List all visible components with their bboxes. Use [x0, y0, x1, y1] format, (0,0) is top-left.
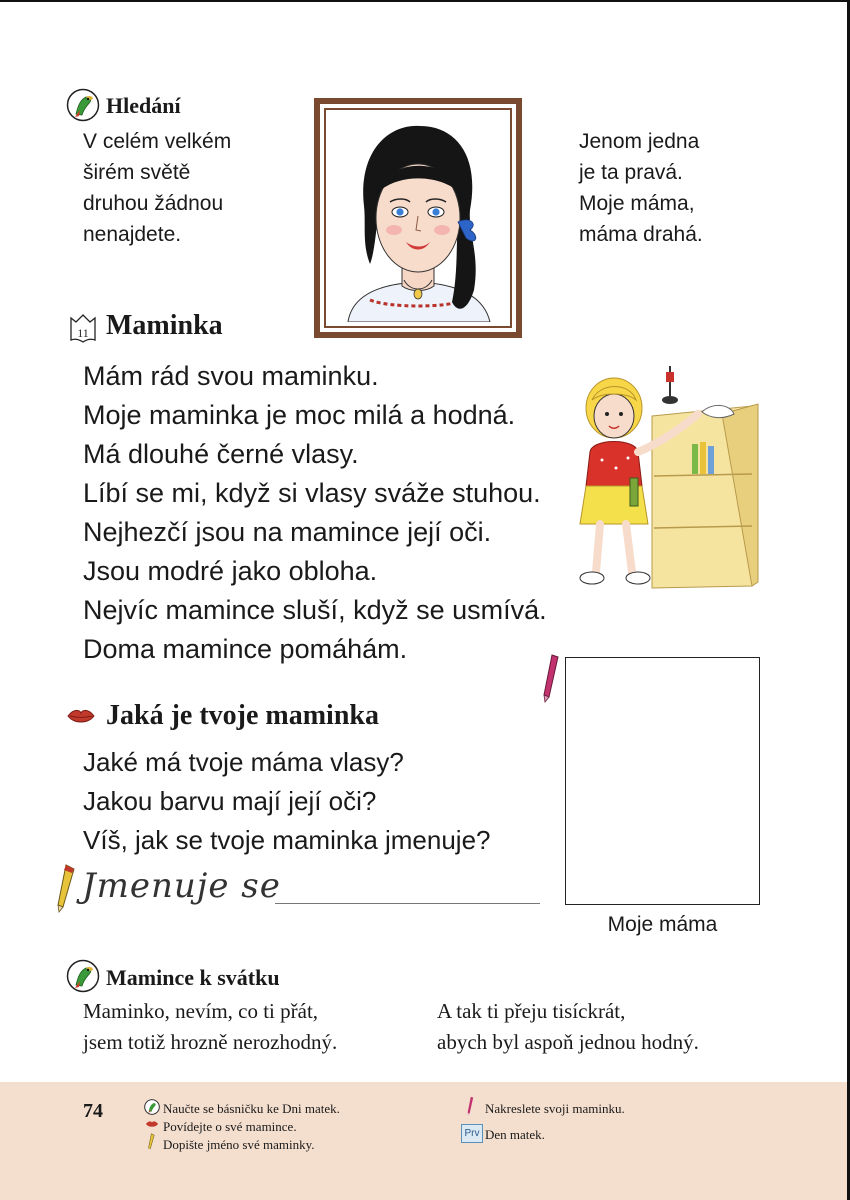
hledani-right-stanza — [579, 126, 799, 250]
hledani-title: Hledání — [106, 93, 181, 118]
question-line: Jaké má tvoje máma vlasy? — [83, 747, 404, 777]
maminka-title: Maminka — [106, 310, 223, 341]
pencil-icon — [146, 1133, 156, 1151]
hledani-left-stanza — [83, 126, 303, 250]
svatek-title: Mamince k svátku — [106, 965, 280, 990]
verse-line: nenajdete. — [83, 223, 182, 246]
verse-line: jsem totiž hrozně nerozhodný. — [83, 1030, 338, 1054]
lips-icon — [145, 1119, 159, 1129]
text-line: Doma mamince pomáhám. — [83, 634, 408, 664]
verse-line: V celém velkém — [83, 130, 232, 153]
name-writing-line[interactable] — [275, 903, 540, 904]
mother-portrait-frame — [314, 98, 522, 338]
footer-instructions — [0, 1082, 847, 1200]
verse-line: je ta pravá. — [579, 161, 683, 184]
verse-line: abych byl aspoň jednou hodný. — [437, 1030, 699, 1054]
handwriting-jmenuje-se: Jmenuje se — [82, 866, 281, 906]
footer-note-draw: Nakreslete svoji maminku. — [485, 1101, 625, 1116]
verse-line: Jenom jedna — [579, 130, 700, 153]
svatek-left-stanza — [83, 996, 423, 1058]
text-line: Jsou modré jako obloha. — [83, 556, 378, 586]
verse-line: A tak ti přeju tisíckrát, — [437, 999, 626, 1023]
footer-note-den-matek: Den matek. — [485, 1127, 545, 1142]
reading-number: 11 — [77, 326, 89, 340]
parrot-icon — [66, 88, 100, 122]
parrot-icon — [144, 1099, 160, 1115]
drawing-box[interactable] — [565, 657, 760, 905]
footer-note: Dopište jméno své maminky. — [163, 1137, 315, 1152]
footer-note: Povídejte o své mamince. — [163, 1119, 297, 1134]
verse-line: širém světě — [83, 161, 191, 184]
reading-book-icon — [68, 312, 98, 344]
text-line: Líbí se mi, když si vlasy sváže stuhou. — [83, 478, 541, 508]
text-line: Moje maminka je moc milá a hodná. — [83, 400, 516, 430]
svatek-right-stanza — [437, 996, 777, 1058]
page-border-top — [0, 0, 850, 2]
jaka-questions — [83, 743, 563, 860]
question-line: Víš, jak se tvoje maminka jmenuje? — [83, 825, 491, 855]
jaka-title: Jaká je tvoje maminka — [106, 700, 379, 731]
parrot-icon — [66, 959, 100, 993]
pencil-icon — [54, 863, 76, 913]
verse-line: Moje máma, — [579, 192, 695, 215]
footer-notes-left — [163, 1100, 340, 1154]
page-number: 74 — [83, 1100, 103, 1122]
prv-icon: Prv — [461, 1124, 483, 1143]
text-line: Nejhezčí jsou na mamince její oči. — [83, 517, 492, 547]
crayon-icon — [465, 1096, 475, 1116]
text-line: Má dlouhé černé vlasy. — [83, 439, 359, 469]
footer-note: Naučte se básničku ke Dni matek. — [163, 1101, 340, 1116]
drawing-box-caption: Moje máma — [607, 913, 718, 936]
crayon-icon — [540, 653, 560, 703]
lips-icon — [66, 706, 96, 726]
girl-dusting-illustration — [572, 356, 768, 596]
verse-line: druhou žádnou — [83, 192, 224, 215]
text-line: Mám rád svou maminku. — [83, 361, 379, 391]
verse-line: Maminko, nevím, co ti přát, — [83, 999, 319, 1023]
text-line: Nejvíc mamince sluší, když se usmívá. — [83, 595, 547, 625]
question-line: Jakou barvu mají její oči? — [83, 786, 377, 816]
maminka-text — [83, 357, 603, 669]
mother-portrait-illustration — [330, 114, 506, 322]
verse-line: máma drahá. — [579, 223, 703, 246]
